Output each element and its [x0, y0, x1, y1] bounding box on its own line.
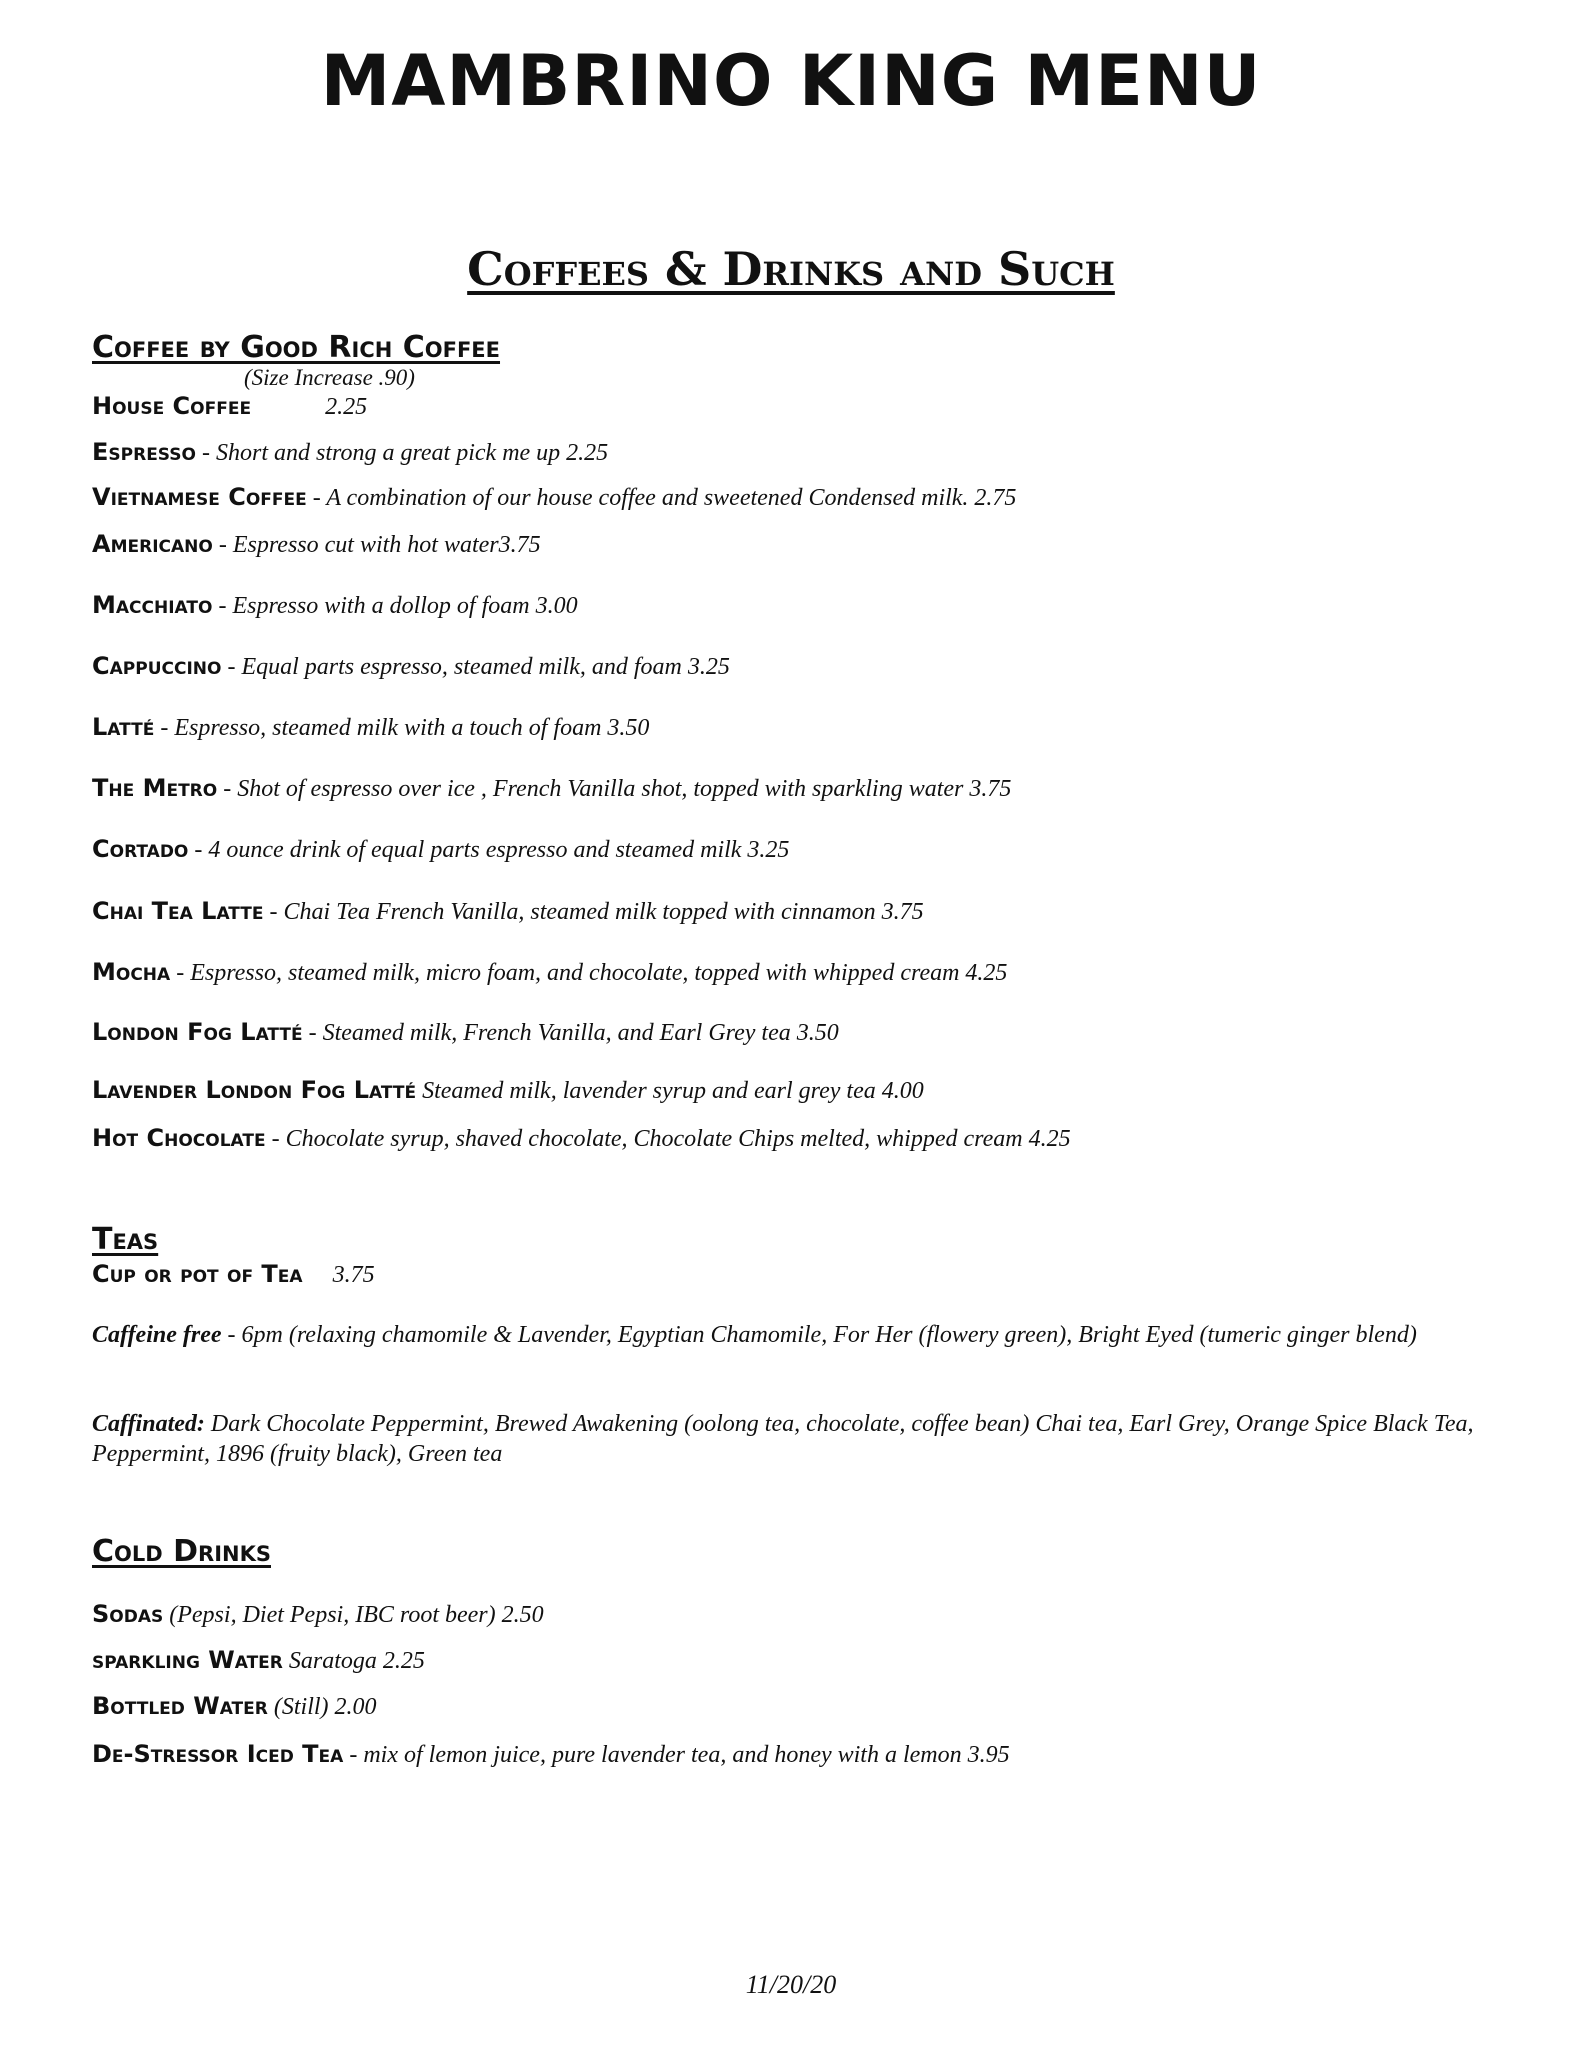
item-description: 4 ounce drink of equal parts espresso and steamed milk 3.25 [208, 837, 790, 863]
item-description: Chai Tea French Vanilla, steamed milk topped with cinnamon 3.75 [283, 899, 924, 925]
item-separator: - [212, 532, 233, 558]
item-description: (Still) 2.00 [273, 1694, 377, 1720]
item-separator: - [188, 837, 209, 863]
item-name: Latté [92, 713, 155, 741]
coffee-section [92, 330, 1512, 1152]
item-description: Shot of espresso over ice , French Vanilla shot, topped with sparkling water 3.75 [237, 776, 1012, 802]
item-separator: - [306, 485, 327, 511]
footer-date: 11/20/20 [745, 1970, 837, 1999]
item-name: Macchiato [92, 591, 213, 619]
caffinated-list: Dark Chocolate Peppermint, Brewed Awakening (oolong tea, chocolate, coffee bean) Chai tea, Earl Grey, Orange Spice Black Tea, Peppermint, 1896 (fruity black), Green tea [92, 1411, 1474, 1467]
caffeine-free-list: - 6pm (relaxing chamomile & Lavender, Egyptian Chamomile, For Her (flowery green), Bright Eyed (tumeric ginger blend) [221, 1322, 1417, 1348]
caffinated-label: Caffinated: [92, 1411, 205, 1437]
item-name: House Coffee [92, 392, 252, 420]
cold-drinks-heading: Cold Drinks [92, 1534, 271, 1569]
item-name: Sodas [92, 1600, 164, 1628]
item-name: Cortado [92, 835, 189, 863]
menu-item [92, 1260, 1512, 1289]
item-description: Espresso, steamed milk with a touch of foam 3.50 [174, 715, 650, 741]
menu-item [92, 774, 1512, 803]
item-price: 2.25 [325, 394, 368, 420]
menu-item [92, 483, 1512, 512]
menu-item [92, 897, 1512, 926]
item-description: Espresso with a dollop of foam 3.00 [232, 593, 578, 619]
item-description: Short and strong a great pick me up 2.25 [215, 440, 609, 466]
menu-item [92, 392, 1512, 421]
item-price: 3.75 [332, 1262, 375, 1288]
menu-item [92, 591, 1512, 620]
item-description: Espresso cut with hot water3.75 [232, 532, 541, 558]
item-separator: - [170, 960, 191, 986]
item-description: Espresso, steamed milk, micro foam, and chocolate, topped with whipped cream 4.25 [190, 960, 1008, 986]
menu-item [92, 1076, 1512, 1105]
item-separator: - [302, 1020, 323, 1046]
item-description: Equal parts espresso, steamed milk, and foam 3.25 [241, 654, 730, 680]
item-separator: - [212, 593, 233, 619]
item-separator: - [263, 899, 284, 925]
item-name: Cappuccino [92, 652, 222, 680]
coffee-heading: Coffee by Good Rich Coffee [92, 330, 501, 365]
item-separator: - [217, 776, 238, 802]
item-separator: - [265, 1126, 286, 1152]
item-name: Espresso [92, 438, 196, 466]
item-name: Cup or pot of Tea [92, 1260, 303, 1288]
menu-item [92, 530, 1512, 559]
menu-item [92, 713, 1512, 742]
item-name: sparkling Water [92, 1646, 283, 1674]
item-name: De-Stressor Iced Tea [92, 1740, 344, 1768]
item-name: London Fog Latté [92, 1018, 303, 1046]
item-name: Americano [92, 530, 213, 558]
item-description: Steamed milk, lavender syrup and earl grey tea 4.00 [422, 1078, 924, 1104]
menu-item [92, 652, 1512, 681]
item-separator: - [343, 1742, 364, 1768]
page-title: MAMBRINO KING MENU [320, 40, 1262, 122]
item-description: (Pepsi, Diet Pepsi, IBC root beer) 2.50 [169, 1602, 544, 1628]
menu-item [92, 835, 1512, 864]
caffeine-free-teas [92, 1320, 1492, 1350]
item-description: Saratoga 2.25 [288, 1648, 425, 1674]
menu-item [92, 438, 1512, 467]
section-title: Coffees & Drinks and Such [467, 242, 1115, 296]
item-separator: - [154, 715, 175, 741]
teas-section [92, 1222, 1512, 1467]
item-separator: - [195, 440, 216, 466]
cold-drinks-section [92, 1534, 1512, 1768]
item-name: Chai Tea Latte [92, 897, 264, 925]
caffeine-free-label: Caffeine free [92, 1322, 222, 1348]
menu-item [92, 1600, 1512, 1629]
item-description: Steamed milk, French Vanilla, and Earl Grey tea 3.50 [322, 1020, 839, 1046]
item-name: Mocha [92, 958, 171, 986]
teas-heading: Teas [92, 1222, 159, 1257]
item-name: Vietnamese Coffee [92, 483, 307, 511]
item-description: Chocolate syrup, shaved chocolate, Chocolate Chips melted, whipped cream 4.25 [285, 1126, 1071, 1152]
size-increase-note: (Size Increase .90) [244, 365, 415, 390]
item-name: The Metro [92, 774, 218, 802]
menu-item [92, 1646, 1512, 1675]
item-name: Lavender London Fog Latté [92, 1076, 417, 1104]
item-separator: - [221, 654, 242, 680]
item-name: Bottled Water [92, 1692, 268, 1720]
menu-item [92, 1740, 1512, 1769]
menu-item [92, 1124, 1512, 1153]
item-description: mix of lemon juice, pure lavender tea, and honey with a lemon 3.95 [363, 1742, 1010, 1768]
item-description: A combination of our house coffee and sweetened Condensed milk. 2.75 [326, 485, 1017, 511]
item-name: Hot Chocolate [92, 1124, 266, 1152]
menu-item [92, 958, 1512, 987]
caffinated-teas [92, 1409, 1492, 1469]
menu-item [92, 1018, 1512, 1047]
menu-item [92, 1692, 1512, 1721]
